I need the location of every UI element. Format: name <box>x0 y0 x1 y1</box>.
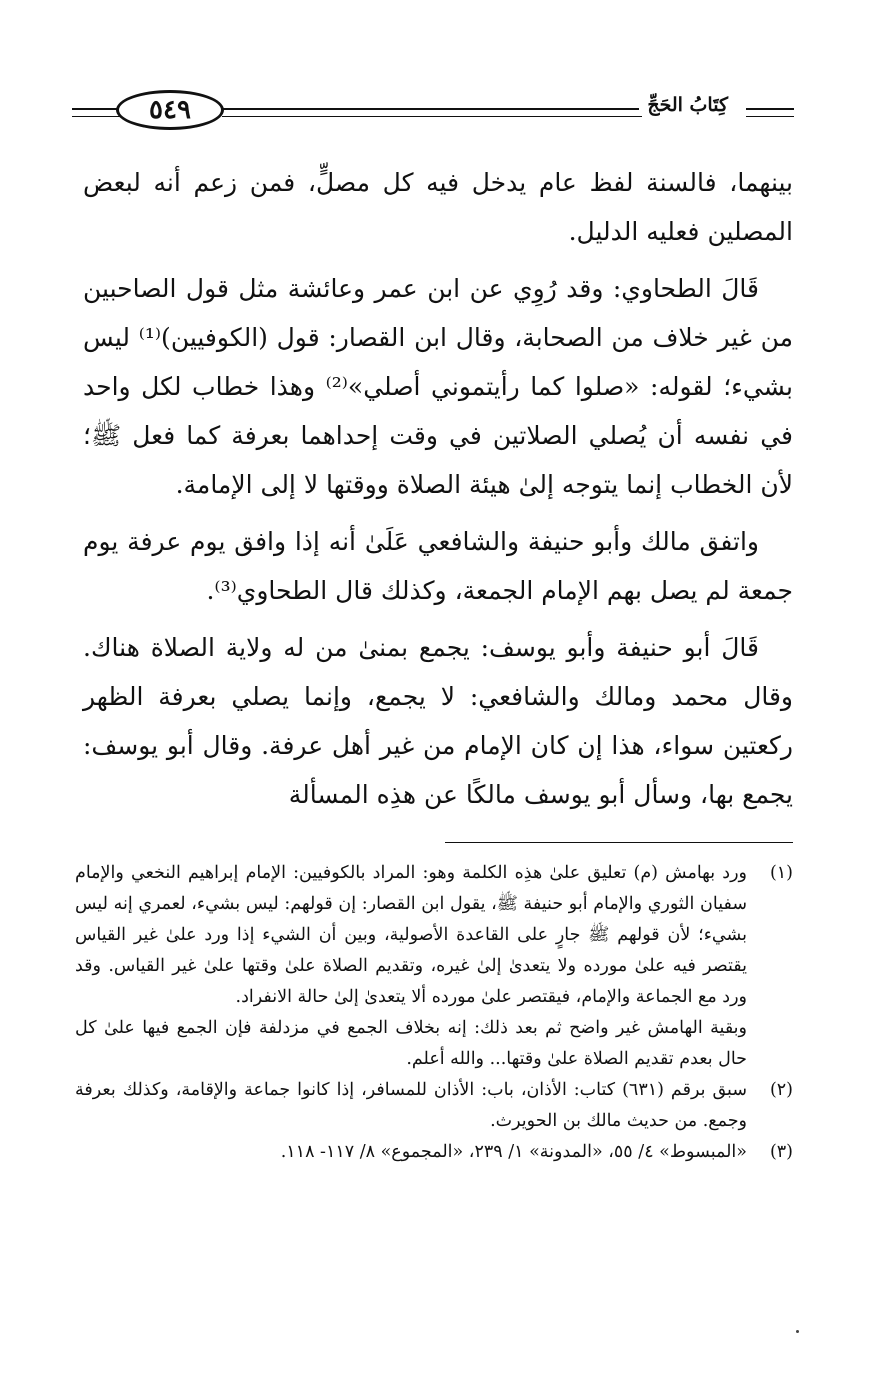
footnote-item <box>75 1075 793 1137</box>
footnote-text: سبق برقم (٦٣١) كتاب: الأذان، باب: الأذان للمسافر، إذا كانوا جماعة والإقامة، وكذلك بعرفة وجمع. من حديث مالك بن الحويرث. <box>75 1080 747 1131</box>
page-header <box>72 86 794 150</box>
page-number: ٥٤٩ <box>149 95 191 125</box>
footnote-number: (١) <box>769 863 793 883</box>
footnote-number: (٣) <box>769 1142 793 1162</box>
footnotes <box>75 858 793 1168</box>
footnote-item <box>75 858 793 1013</box>
page-number-badge <box>116 90 224 130</box>
footnote-item <box>75 1137 793 1168</box>
footnote-continuation: وبقية الهامش غير واضح ثم بعد ذلك: إنه بخلاف الجمع في مزدلفة فإن الجمع فيها علىٰ كل حال بعدم تقديم الصلاة علىٰ وقتها... والله أعلم. <box>75 1018 747 1069</box>
paragraph: بينهما، فالسنة لفظ عام يدخل فيه كل مصلٍّ، فمن زعم أنه لبعض المصلين فعليه الدليل. <box>83 168 793 246</box>
footnote-text: «المبسوط» ٤/ ٥٥، «المدونة» ١/ ٢٣٩، «المجموع» ٨/ ١١٧- ١١٨. <box>280 1142 747 1162</box>
paragraph: قَالَ أبو حنيفة وأبو يوسف: يجمع بمنىٰ من له ولاية الصلاة هناك. وقال محمد ومالك والشافعي: لا يجمع، وإنما يصلي بعرفة الظهر ركعتين سواء، هذا إن كان الإمام من غير أهل عرفة. وقال أبو يوسف: يجمع بها، وسأل أبو يوسف مالكًا عن هذِه المسألة <box>83 633 793 809</box>
header-rule-bottom <box>746 116 794 117</box>
footnote-separator <box>445 842 793 843</box>
footnote-number: (٢) <box>769 1080 793 1100</box>
footnote-text: ورد بهامش (م) تعليق علىٰ هذِه الكلمة وهو: المراد بالكوفيين: الإمام إبراهيم النخعي والإمام سفيان الثوري والإمام أبو حنيفة ﷺ، يقول ابن القصار: إن قولهم: ليس بشيء، لعمري إنه ليس بشيء؛ لأن قولهم ﷺ جارٍ على القاعدة الأصولية، وبين أن الشيء إذا ورد علىٰ غير القياس يقتصر فيه علىٰ مورده ولا يتعدىٰ إلىٰ غيره، وتقديم الصلاة علىٰ وقتها علىٰ غير القياس. وقد ورد مع الجماعة والإمام، فيقتصر علىٰ مورده ألا يتعدىٰ إلىٰ حالة الانفراد. <box>75 863 747 1007</box>
main-text <box>83 158 793 827</box>
header-rule-top <box>746 108 794 110</box>
header-rule-bottom-long <box>222 116 642 117</box>
header-rule-left-top <box>72 108 120 110</box>
paragraph: قَالَ الطحاوي: وقد رُوِي عن ابن عمر وعائشة مثل قول الصاحبين من غير خلاف من الصحابة، وقال ابن القصار: قول (الكوفيين)⁽¹⁾ ليس بشيء؛ لقوله: «صلوا كما رأيتموني أصلي»⁽²⁾ وهذا خطاب لكل واحد في نفسه أن يُصلي الصلاتين في وقت إحداهما بعرفة كما فعل ﷺ؛ لأن الخطاب إنما يتوجه إلىٰ هيئة الصلاة ووقتها لا إلى الإمامة. <box>83 274 794 499</box>
scan-speck <box>796 1330 799 1333</box>
header-rule-left-bottom <box>72 116 120 117</box>
paragraph: واتفق مالك وأبو حنيفة والشافعي عَلَىٰ أنه إذا وافق يوم عرفة يوم جمعة لم يصل بهم الإمام الجمعة، وكذلك قال الطحاوي⁽³⁾. <box>83 527 793 605</box>
header-rule-top-long <box>222 108 642 110</box>
book-title: كِتَابُ الحَجِّ <box>639 94 736 116</box>
